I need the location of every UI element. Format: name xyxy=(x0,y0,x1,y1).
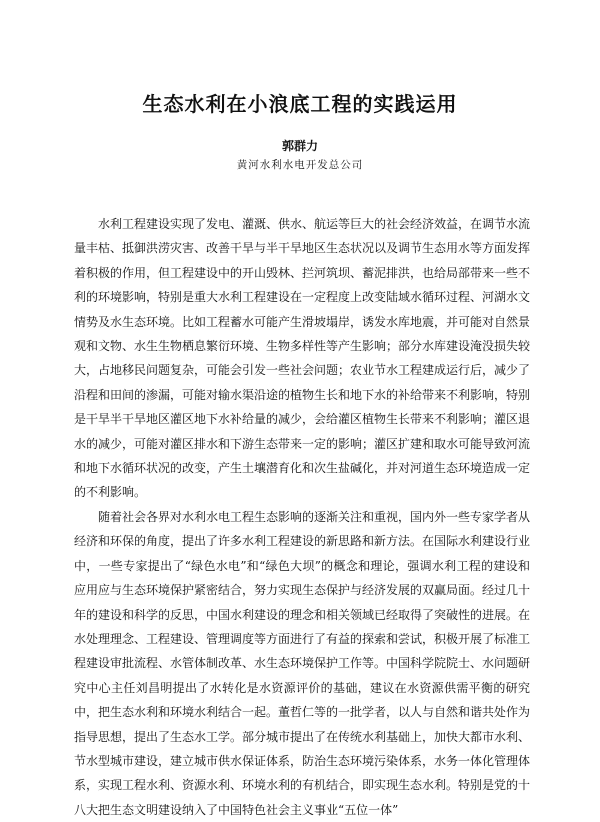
body-text xyxy=(74,212,530,822)
paper-title: 生态水利在小浪底工程的实践运用 xyxy=(142,92,458,116)
author-affiliation: 黄河水利水电开发总公司 xyxy=(236,159,364,171)
author-name: 郭群力 xyxy=(281,139,318,153)
paragraph-2: 随着社会各界对水利水电工程生态影响的逐渐关注和重视，国内外一些专家学者从经济和环保的角度，提出了许多水利工程建设的新思路和新方法。在国际水利建设行业中，一些专家提出了“绿色水电”和“绿色大坝”的概念和理论，强调水利工程的建设和应用应与生态环境保护紧密结合，努力实现生态保护与经济发展的双赢局面。经过几十年的建设和科学的反思，中国水利建设的理念和相关领域已经取得了突破性的进展。在水处理理念、工程建设、管理调度等方面进行了有益的探索和尝试，积极开展了标准工程建设审批流程、水管体制改革、水生态环境保护工作等。中国科学院院士、水问题研究中心主任刘昌明提出了水转化是水资源评价的基础，建议在水资源供需平衡的研究中，把生态水利和环境水利结合一起。董哲仁等的一批学者，以人与自然和谐共处作为指导思想，提出了生态水工学。部分城市提出了在传统水利基础上，加快大都市水利、节水型城市建设，建立城市供水保证体系，防治生态环境污染体系，水务一体化管理体系，实现工程水利、资源水利、环境水利的有机结合，即实现生态水利。特别是党的十八大把生态文明建设纳入了中国特色社会主义事业“五位一体” xyxy=(74,509,531,817)
paragraph-1: 水利工程建设实现了发电、灌溉、供水、航运等巨大的社会经济效益，在调节水流量丰枯、抵御洪涝灾害、改善干旱与半干旱地区生态状况以及调节生态用水等方面发挥着积极的作用，但工程建设中的开山毁林、拦河筑坝、蓄泥排洪，也给局部带来一些不利的环境影响，特别是重大水利工程建设在一定程度上改变陆域水循环过程、河湖水文情势及水生态环境。比如工程蓄水可能产生滑坡塌岸，诱发水库地震，并可能对自然景观和文物、水生生物栖息繁衍环境、生物多样性等产生影响；部分水库建设淹没损失较大，占地移民问题复杂，可能会引发一些社会问题；农业节水工程建成运行后，减少了沿程和田间的渗漏，可能对输水渠沿途的植物生长和地下水的补给带来不利影响，特别是干旱半干旱地区灌区地下水补给量的减少，会给灌区植物生长带来不利影响；灌区退水的减少，可能对灌区排水和下游生态带来一定的影响；灌区扩建和取水可能导致河流和地下水循环状况的改变，产生土壤潜育化和次生盐碱化，并对河道生态环境造成一定的不利影响。 xyxy=(74,217,531,500)
